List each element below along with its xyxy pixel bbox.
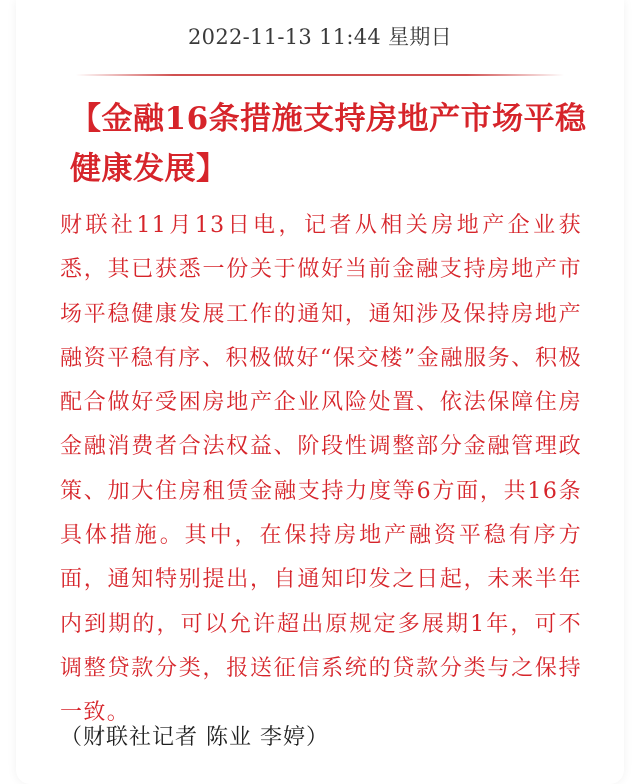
article-body: 财联社11月13日电，记者从相关房地产企业获悉，其已获悉一份关于做好当前金融支持房地产市场平稳健康发展工作的通知，通知涉及保持房地产融资平稳有序、积极做好“保交楼”金融服务、积极配合做好受困房地产企业风险处置、依法保障住房金融消费者合法权益、阶段性调整部分金融管理政策、加大住房租赁金融支持力度等6方面，共16条具体措施。其中，在保持房地产融资平稳有序方面，通知特别提出，自通知印发之日起，未来半年内到期的，可以允许超出原规定多展期1年，可不调整贷款分类，报送征信系统的贷款分类与之保持一致。 <box>60 213 582 726</box>
header-divider <box>76 74 564 76</box>
article-title: 【金融16条措施支持房地产市场平稳健康发展】 <box>70 101 587 187</box>
article-byline: （财联社记者 陈业 李婷） <box>60 725 329 750</box>
publish-datetime: 2022-11-13 11:44 星期日 <box>188 25 452 49</box>
